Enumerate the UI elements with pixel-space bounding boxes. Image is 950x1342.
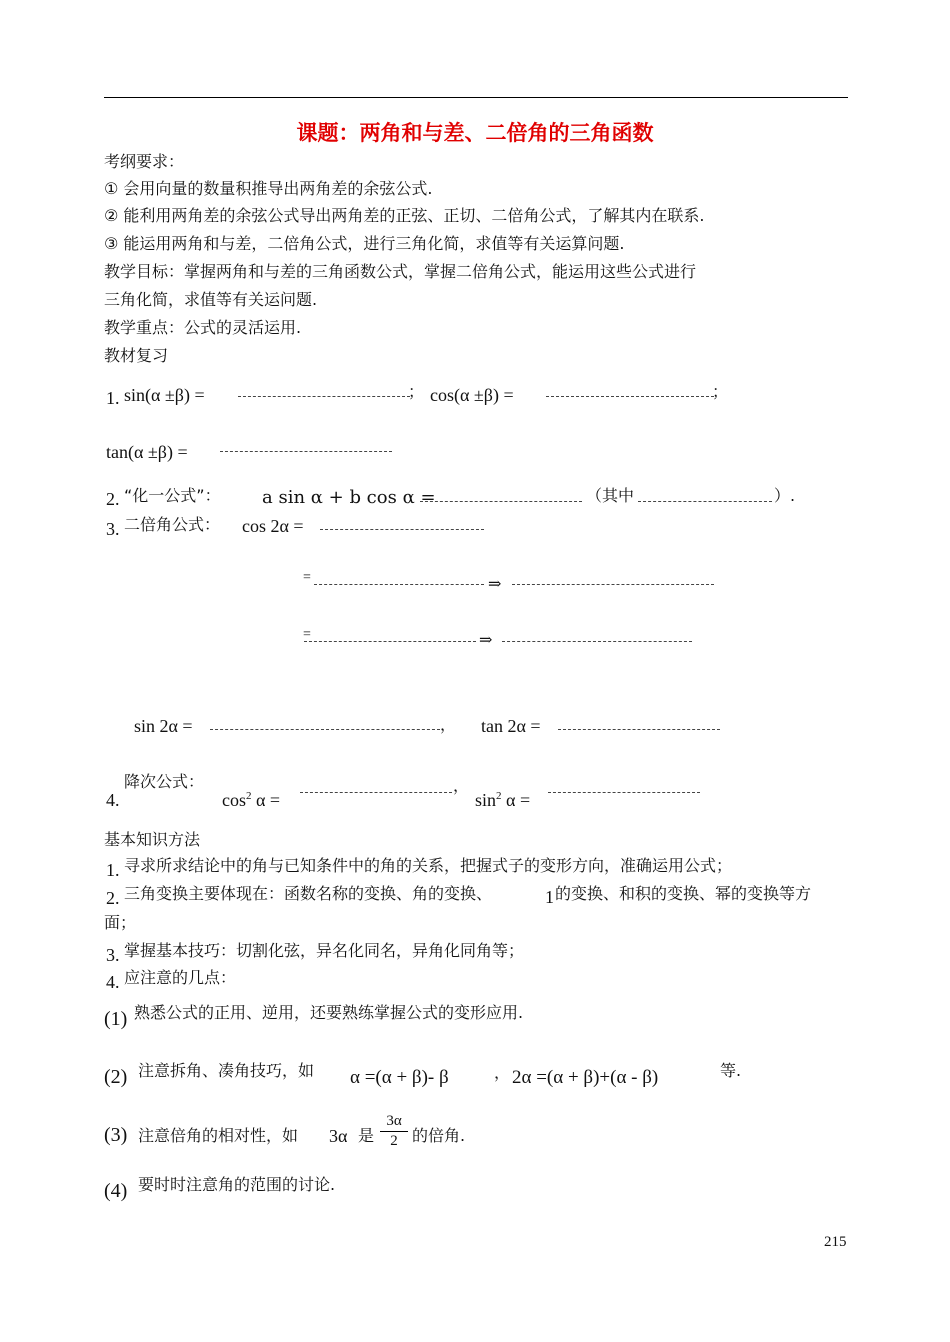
comma: ， — [494, 1063, 511, 1082]
sin-square-blank — [548, 792, 700, 793]
cos-sum-formula: cos(α ±β) = — [430, 385, 514, 405]
tan2a-blank — [558, 729, 720, 730]
semicolon: ； — [408, 382, 425, 401]
requirements-heading: 考纲要求： — [104, 152, 185, 171]
cos-square-blank — [300, 792, 452, 793]
cos2a-blank-3 — [304, 641, 476, 642]
angle-split-formula-2: 2α =(α + β)+(α - β) — [512, 1067, 659, 1088]
sin-square: $\sin^2 \alpha$ = — [475, 790, 531, 810]
sin-sum-blank — [238, 396, 410, 397]
sin2a-formula: sin 2α = — [134, 716, 193, 736]
methods-heading: 基本知识方法 — [104, 830, 201, 849]
equals-sign: = — [303, 627, 311, 642]
double-angle-label: 二倍角公式： — [124, 515, 221, 534]
review-item-1-number: 1. — [106, 388, 120, 408]
equals-sign: = — [303, 570, 311, 585]
tan-sum-formula: tan(α ±β) = — [106, 442, 188, 462]
fraction-numerator: 3α — [386, 1113, 402, 1129]
requirement-1: ① 会用向量的数量积推导出两角差的余弦公式. — [104, 179, 433, 198]
implies-blank-1 — [512, 584, 714, 585]
method-3: 掌握基本技巧：切割化弦，异名化同名，异角化同角等； — [124, 941, 525, 960]
review-heading: 教材复习 — [104, 346, 169, 365]
requirement-2: ② 能利用两角差的余弦公式导出两角差的正弦、正切、二倍角公式，了解其内在联系. — [104, 206, 705, 225]
method-2-part-c: 面； — [104, 913, 137, 932]
tan2a-formula: tan 2α = — [481, 716, 541, 736]
unify-blank — [420, 501, 582, 502]
where-close: ）. — [774, 486, 796, 505]
where-blank — [638, 501, 772, 502]
cos2a-blank — [320, 529, 484, 530]
cos2a-formula: cos 2α = — [242, 516, 304, 536]
three-alpha: 3α — [329, 1126, 348, 1146]
point-3-part-b: 是 — [358, 1126, 375, 1145]
method-1: 寻求所求结论中的角与已知条件中的角的关系，把握式子的变形方向，准确运用公式； — [124, 856, 733, 875]
method-2-part-a: 三角变换主要体现在：函数名称的变换、角的变换、 — [124, 884, 493, 903]
point-4-number: (4) — [104, 1180, 128, 1202]
review-item-4-number: 4. — [106, 790, 120, 810]
point-3-number: (3) — [104, 1124, 128, 1146]
method-2-one: 1 — [545, 887, 554, 907]
implies-blank-2 — [502, 641, 692, 642]
review-item-2-number: 2. — [106, 489, 120, 509]
point-2: 注意拆角、凑角技巧，如 — [138, 1061, 315, 1080]
point-2-number: (2) — [104, 1066, 128, 1088]
point-3-part-c: 的倍角. — [412, 1126, 466, 1145]
point-1: 熟悉公式的正用、逆用，还要熟练掌握公式的变形应用. — [134, 1003, 524, 1022]
method-3-number: 3. — [106, 945, 120, 965]
method-1-number: 1. — [106, 860, 120, 880]
top-rule — [104, 97, 848, 98]
sin-sum-formula: sin(α ±β) = — [124, 385, 205, 405]
method-2-number: 2. — [106, 888, 120, 908]
teaching-goal-line2: 三角化简，求值等有关运问题. — [104, 290, 318, 309]
comma: ， — [453, 776, 470, 795]
point-1-number: (1) — [104, 1008, 128, 1030]
method-4: 应注意的几点： — [124, 968, 237, 987]
where-open: （其中 — [586, 486, 635, 505]
teaching-focus: 教学重点：公式的灵活运用. — [104, 318, 302, 337]
angle-split-formula-1: α =(α + β)- β — [350, 1067, 449, 1088]
unify-label: “化一公式”： — [124, 486, 221, 505]
three-alpha-over-two-fraction — [380, 1113, 408, 1150]
fraction-denominator: 2 — [390, 1133, 398, 1149]
method-4-number: 4. — [106, 972, 120, 992]
point-4: 要时时注意角的范围的讨论. — [138, 1175, 336, 1194]
fraction-bar — [380, 1131, 408, 1132]
page-title: 课题：两角和与差、二倍角的三角函数 — [296, 121, 654, 145]
review-item-3-number: 3. — [106, 519, 120, 539]
point-3-part-a: 注意倍角的相对性，如 — [138, 1126, 299, 1145]
tan-sum-blank — [220, 451, 392, 452]
cos-square: $\cos^2 \alpha$ = — [222, 790, 281, 810]
semicolon: ； — [712, 382, 729, 401]
sin2a-blank — [210, 729, 440, 730]
cos2a-blank-2 — [314, 584, 484, 585]
teaching-goal-line1: 教学目标：掌握两角和与差的三角函数公式，掌握二倍角公式，能运用这些公式进行 — [104, 262, 697, 281]
comma: ， — [440, 715, 457, 734]
reduce-power-label: 降次公式： — [124, 772, 205, 791]
unify-expression: a sin α + b cos α = — [262, 487, 436, 508]
page-number: 215 — [824, 1234, 847, 1250]
implies-arrow: ⇒ — [488, 576, 502, 593]
requirement-3: ③ 能运用两角和与差，二倍角公式，进行三角化简，求值等有关运算问题. — [104, 234, 625, 253]
cos-sum-blank — [546, 396, 714, 397]
method-2-part-b: 的变换、和积的变换、幂的变换等方 — [555, 884, 812, 903]
point-2-end: 等. — [720, 1061, 742, 1080]
implies-arrow: ⇒ — [479, 632, 493, 649]
